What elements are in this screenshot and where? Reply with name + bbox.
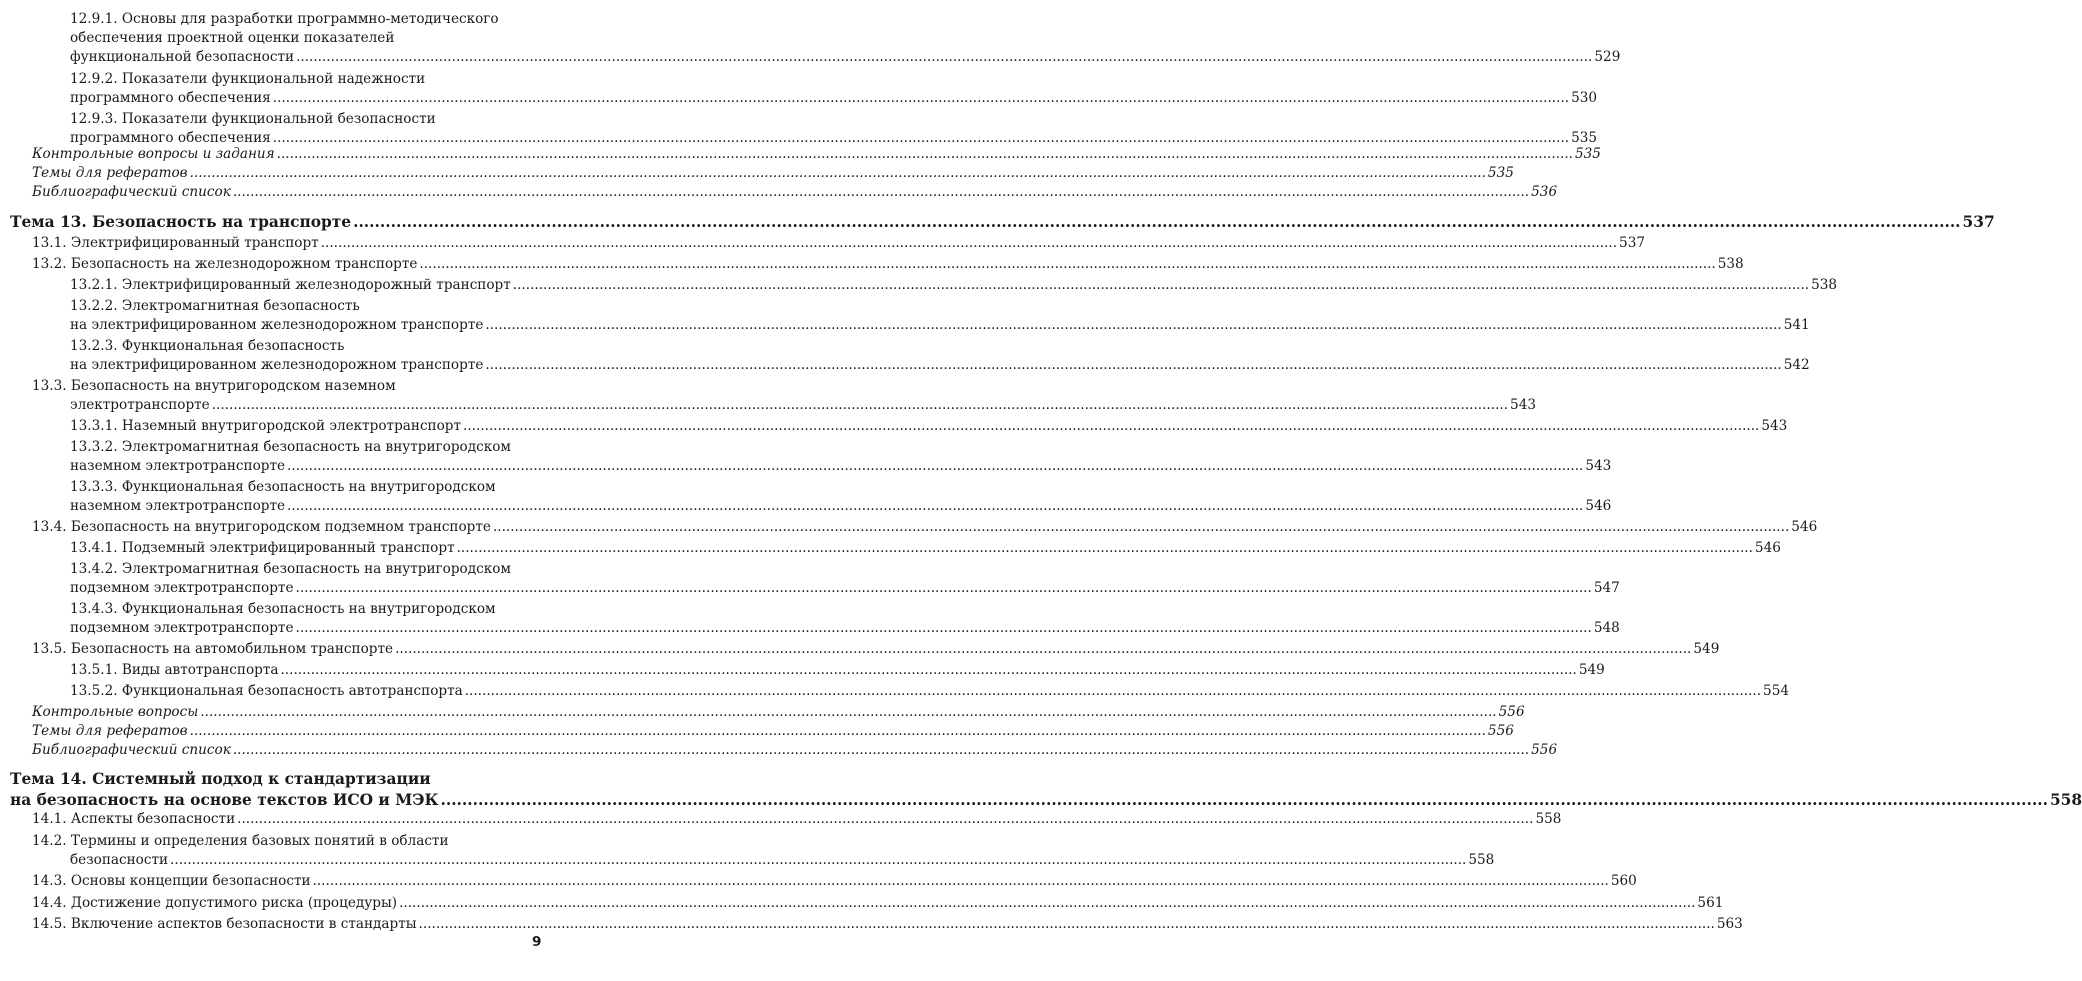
toc-entry-text: 14.5. Включение аспектов безопасности в стандарты bbox=[32, 916, 417, 932]
toc-page-number: 537 bbox=[1962, 213, 1995, 231]
toc-entry-text: 13.3.3. Функциональная безопасность на внутригородском bbox=[70, 479, 496, 495]
toc-entry bbox=[32, 164, 1514, 183]
toc-entry bbox=[32, 872, 1637, 891]
toc-page-number: 546 bbox=[1791, 519, 1818, 535]
toc-entry bbox=[70, 438, 1612, 476]
toc-entry bbox=[32, 832, 1495, 870]
dot-leader: ............................................................................................................................................................................................................................................................................................................ bbox=[295, 620, 1592, 636]
toc-entry bbox=[70, 297, 1810, 335]
toc-page-number: 546 bbox=[1585, 498, 1612, 514]
dot-leader: ............................................................................................................................................................................................................................................................................................................ bbox=[463, 418, 1760, 434]
toc-entry-text: 13.4.2. Электромагнитная безопасность на внутригородском bbox=[70, 561, 511, 577]
toc-entry-text: Контрольные вопросы и задания bbox=[32, 146, 275, 162]
toc-entry bbox=[32, 703, 1525, 722]
toc-entry bbox=[70, 682, 1789, 701]
toc-entry-text: электротранспорте bbox=[70, 397, 210, 413]
toc-entry-text: Темы для рефератов bbox=[32, 723, 188, 739]
toc-entry bbox=[32, 145, 1601, 164]
toc-page-number: 558 bbox=[1468, 852, 1495, 868]
dot-leader: ............................................................................................................................................................................................................................................................................................................ bbox=[440, 791, 2048, 809]
dot-leader: ............................................................................................................................................................................................................................................................................................................ bbox=[296, 49, 1593, 65]
toc-page-number: 538 bbox=[1717, 256, 1744, 272]
toc-entry-text: 13.1. Электрифицированный транспорт bbox=[32, 235, 319, 251]
dot-leader: ............................................................................................................................................................................................................................................................................................................ bbox=[272, 130, 1570, 146]
toc-entry-text: 13.2.2. Электромагнитная безопасность bbox=[70, 298, 360, 314]
toc-page-number: 538 bbox=[1811, 277, 1838, 293]
dot-leader: ............................................................................................................................................................................................................................................................................................................ bbox=[485, 357, 1782, 373]
dot-leader: ............................................................................................................................................................................................................................................................................................................ bbox=[280, 662, 1577, 678]
toc-entry bbox=[70, 661, 1605, 680]
toc-entry bbox=[70, 70, 1598, 108]
toc-entry-text: Тема 14. Системный подход к стандартизации bbox=[10, 770, 431, 788]
toc-entry bbox=[32, 915, 1743, 934]
toc-entry-text: на безопасность на основе текстов ИСО и МЭК bbox=[10, 791, 439, 809]
toc-entry-text: 13.3.2. Электромагнитная безопасность на внутригородском bbox=[70, 439, 511, 455]
dot-leader: ............................................................................................................................................................................................................................................................................................................ bbox=[419, 256, 1716, 272]
toc-entry-text: Контрольные вопросы bbox=[32, 704, 199, 720]
toc-entry-text: наземном электротранспорте bbox=[70, 458, 286, 474]
toc-entry-text: 14.3. Основы концепции безопасности bbox=[32, 873, 311, 889]
toc-entry-text: на электрифицированном железнодорожном транспорте bbox=[70, 357, 484, 373]
toc-entry-text: 13.3. Безопасность на внутригородском наземном bbox=[32, 378, 396, 394]
dot-leader: ............................................................................................................................................................................................................................................................................................................ bbox=[418, 916, 1715, 932]
toc-entry-text: 13.5.1. Виды автотранспорта bbox=[70, 662, 279, 678]
toc-entry-text: 13.2.3. Функциональная безопасность bbox=[70, 338, 345, 354]
dot-leader: ............................................................................................................................................................................................................................................................................................................ bbox=[276, 146, 1573, 162]
toc-page-number: 542 bbox=[1783, 357, 1810, 373]
toc-entry-text: 14.1. Аспекты безопасности bbox=[32, 811, 236, 827]
toc-page-number: 547 bbox=[1593, 580, 1620, 596]
dot-leader: ............................................................................................................................................................................................................................................................................................................ bbox=[464, 683, 1762, 699]
dot-leader: ............................................................................................................................................................................................................................................................................................................ bbox=[312, 873, 1609, 889]
toc-page-number: 556 bbox=[1498, 704, 1525, 720]
toc-entry-text: 12.9.3. Показатели функциональной безопасности bbox=[70, 111, 436, 127]
dot-leader: ............................................................................................................................................................................................................................................................................................................ bbox=[287, 458, 1584, 474]
toc-entry-text: 13.4. Безопасность на внутригородском подземном транспорте bbox=[32, 519, 491, 535]
toc-entry bbox=[70, 276, 1838, 295]
toc-entry-text: 13.2.1. Электрифицированный железнодорожный транспорт bbox=[70, 277, 511, 293]
toc-heading bbox=[10, 769, 2082, 811]
dot-leader: ............................................................................................................................................................................................................................................................................................................ bbox=[353, 213, 1961, 231]
toc-page-number: 535 bbox=[1487, 165, 1514, 181]
toc-page-number: 535 bbox=[1571, 130, 1598, 146]
toc-entry bbox=[70, 417, 1788, 436]
toc-heading bbox=[10, 212, 1995, 233]
toc-entry bbox=[70, 478, 1612, 516]
toc-entry bbox=[32, 810, 1562, 829]
toc-entry-text: подземном электротранспорте bbox=[70, 580, 294, 596]
toc-entry-text: программного обеспечения bbox=[70, 90, 271, 106]
toc-page-number: 556 bbox=[1487, 723, 1514, 739]
toc-entry-text: 13.4.1. Подземный электрифицированный транспорт bbox=[70, 540, 455, 556]
toc-entry-text: обеспечения проектной оценки показателей bbox=[70, 30, 395, 46]
toc-entry-text: Библиографический список bbox=[32, 742, 231, 758]
toc-entry-text: наземном электротранспорте bbox=[70, 498, 286, 514]
page-number: 9 bbox=[532, 934, 542, 950]
dot-leader: ............................................................................................................................................................................................................................................................................................................ bbox=[170, 852, 1467, 868]
toc-page-number: 563 bbox=[1716, 916, 1743, 932]
dot-leader: ............................................................................................................................................................................................................................................................................................................ bbox=[287, 498, 1584, 514]
toc-entry bbox=[70, 560, 1620, 598]
toc-entry-text: безопасности bbox=[70, 852, 169, 868]
toc-page-number: 529 bbox=[1594, 49, 1621, 65]
toc-entry-text: программного обеспечения bbox=[70, 130, 271, 146]
toc-entry-text: 13.2. Безопасность на железнодорожном транспорте bbox=[32, 256, 418, 272]
toc-page-number: 530 bbox=[1571, 90, 1598, 106]
dot-leader: ............................................................................................................................................................................................................................................................................................................ bbox=[295, 580, 1592, 596]
dot-leader: ............................................................................................................................................................................................................................................................................................................ bbox=[200, 704, 1497, 720]
toc-entry-text: 12.9.2. Показатели функциональной надежности bbox=[70, 71, 426, 87]
toc-page-number: 537 bbox=[1619, 235, 1645, 251]
toc-page-number: 535 bbox=[1574, 146, 1601, 162]
toc-entry-text: на электрифицированном железнодорожном транспорте bbox=[70, 317, 484, 333]
toc-entry-text: 13.5.2. Функциональная безопасность автотранспорта bbox=[70, 683, 463, 699]
dot-leader: ............................................................................................................................................................................................................................................................................................................ bbox=[189, 723, 1486, 739]
dot-leader: ............................................................................................................................................................................................................................................................................................................ bbox=[456, 540, 1753, 556]
toc-entry bbox=[32, 741, 1558, 760]
toc-page-number: 560 bbox=[1610, 873, 1637, 889]
toc-page-number: 556 bbox=[1531, 742, 1558, 758]
toc-entry bbox=[32, 518, 1818, 537]
toc-entry-text: функциональной безопасности bbox=[70, 49, 295, 65]
toc-entry bbox=[32, 640, 1720, 659]
toc-page-number: 543 bbox=[1585, 458, 1612, 474]
toc-page-number: 541 bbox=[1783, 317, 1810, 333]
toc-entry-text: Тема 13. Безопасность на транспорте bbox=[10, 213, 352, 231]
dot-leader: ............................................................................................................................................................................................................................................................................................................ bbox=[399, 895, 1696, 911]
dot-leader: ............................................................................................................................................................................................................................................................................................................ bbox=[485, 317, 1782, 333]
dot-leader: ............................................................................................................................................................................................................................................................................................................ bbox=[512, 277, 1810, 293]
toc-page-number: 558 bbox=[2049, 791, 2082, 809]
toc-entry-text: 13.5. Безопасность на автомобильном транспорте bbox=[32, 641, 394, 657]
dot-leader: ............................................................................................................................................................................................................................................................................................................ bbox=[492, 519, 1790, 535]
toc-entry-text: подземном электротранспорте bbox=[70, 620, 294, 636]
toc-entry-text: 14.4. Достижение допустимого риска (процедуры) bbox=[32, 895, 398, 911]
dot-leader: ............................................................................................................................................................................................................................................................................................................ bbox=[237, 811, 1534, 827]
toc-entry bbox=[32, 722, 1514, 741]
dot-leader: ............................................................................................................................................................................................................................................................................................................ bbox=[232, 184, 1530, 200]
toc-page-number: 543 bbox=[1761, 418, 1788, 434]
toc-entry bbox=[32, 377, 1536, 415]
toc-page-number: 543 bbox=[1510, 397, 1536, 413]
toc-entry bbox=[32, 183, 1558, 202]
dot-leader: ............................................................................................................................................................................................................................................................................................................ bbox=[189, 165, 1486, 181]
toc-page-number: 558 bbox=[1535, 811, 1562, 827]
toc-page-number: 546 bbox=[1754, 540, 1781, 556]
toc-page-number: 548 bbox=[1593, 620, 1620, 636]
toc-page-number: 561 bbox=[1697, 895, 1724, 911]
toc-entry bbox=[32, 894, 1724, 913]
toc-page-number: 554 bbox=[1763, 683, 1789, 699]
toc-page-number: 536 bbox=[1531, 184, 1558, 200]
toc-entry-text: Библиографический список bbox=[32, 184, 231, 200]
toc-page-number: 549 bbox=[1693, 641, 1720, 657]
toc-entry-text: 14.2. Термины и определения базовых понятий в области bbox=[32, 833, 449, 849]
toc-entry bbox=[70, 600, 1620, 638]
toc-entry-text: 13.3.1. Наземный внутригородской электротранспорт bbox=[70, 418, 462, 434]
dot-leader: ............................................................................................................................................................................................................................................................................................................ bbox=[320, 235, 1618, 251]
toc-entry-text: 13.4.3. Функциональная безопасность на внутригородском bbox=[70, 601, 496, 617]
toc-entry bbox=[70, 337, 1810, 375]
toc-entry bbox=[70, 539, 1781, 558]
toc-entry bbox=[32, 234, 1645, 253]
dot-leader: ............................................................................................................................................................................................................................................................................................................ bbox=[211, 397, 1509, 413]
toc-entry bbox=[70, 10, 1621, 67]
dot-leader: ............................................................................................................................................................................................................................................................................................................ bbox=[272, 90, 1570, 106]
toc-entry bbox=[70, 110, 1598, 148]
toc-entry-text: 12.9.1. Основы для разработки программно-методического bbox=[70, 11, 499, 27]
toc-entry-text: Темы для рефератов bbox=[32, 165, 188, 181]
toc-entry bbox=[32, 255, 1744, 274]
toc-page-number: 549 bbox=[1578, 662, 1605, 678]
dot-leader: ............................................................................................................................................................................................................................................................................................................ bbox=[232, 742, 1530, 758]
dot-leader: ............................................................................................................................................................................................................................................................................................................ bbox=[395, 641, 1692, 657]
